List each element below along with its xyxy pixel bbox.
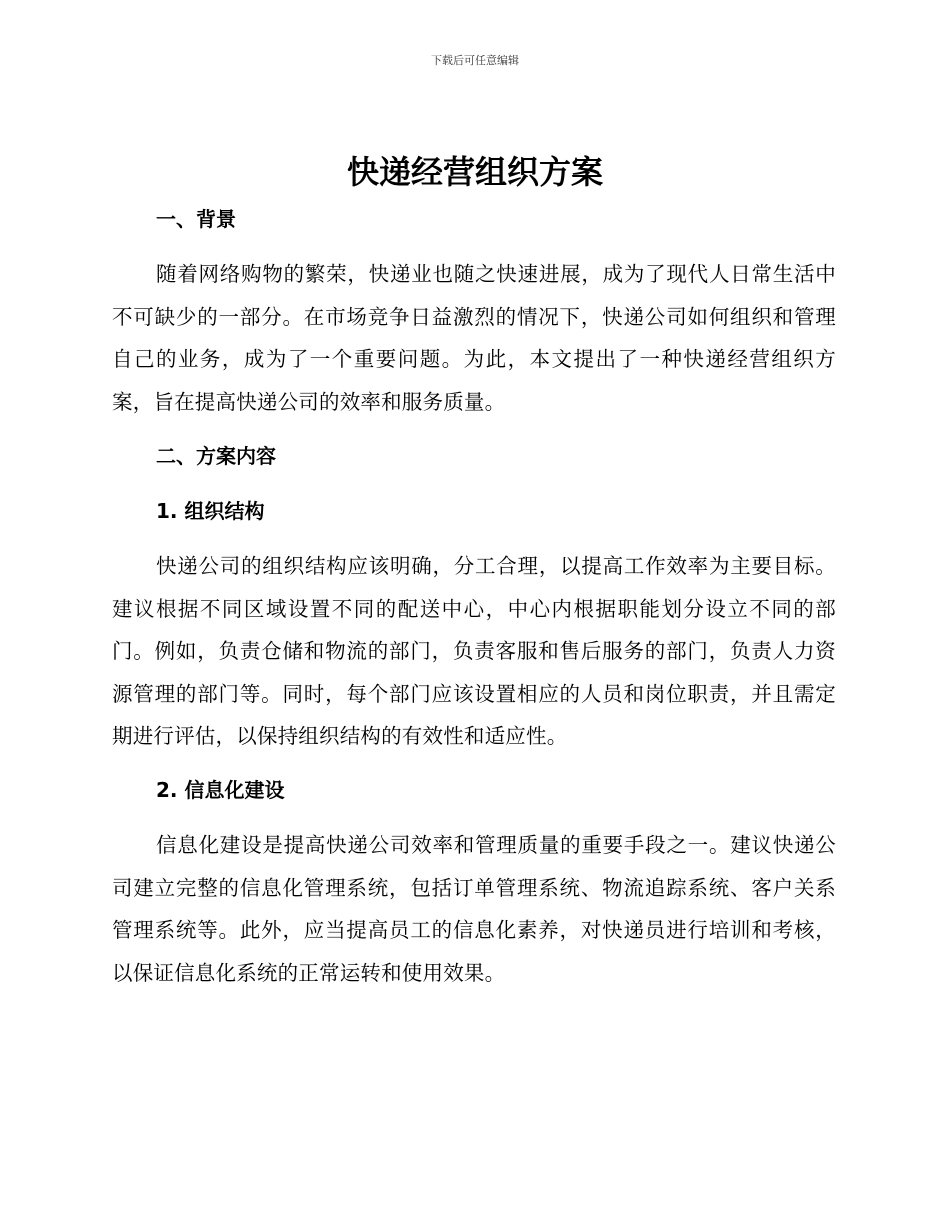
informatization-paragraph: 信息化建设是提高快递公司效率和管理质量的重要手段之一。建议快递公司建立完整的信息化管理系统，包括订单管理系统、物流追踪系统、客户关系管理系统等。此外，应当提高员工的信息化素养，对快递员进行培训和考核，以保证信息化系统的正常运转和使用效果。 xyxy=(112,833,836,985)
document-title: 快递经营组织方案 xyxy=(346,153,603,191)
section-heading-plan-content: 二、方案内容 xyxy=(156,444,276,468)
background-paragraph: 随着网络购物的繁荣，快递业也随之快速进展，成为了现代人日常生活中不可缺少的一部分。在市场竞争日益激烈的情况下，快递公司如何组织和管理自己的业务，成为了一个重要问题。为此，本文提出了一种快递经营组织方案，旨在提高快递公司的效率和服务质量。 xyxy=(112,262,836,414)
subsection-heading-organization: 1. 组织结构 xyxy=(156,499,265,523)
page-header-note: 下载后可任意编辑 xyxy=(431,54,519,67)
organization-paragraph: 快递公司的组织结构应该明确，分工合理，以提高工作效率为主要目标。建议根据不同区域设置不同的配送中心，中心内根据职能划分设立不同的部门。例如，负责仓储和物流的部门，负责客服和售后服务的部门，负责人力资源管理的部门等。同时，每个部门应该设置相应的人员和岗位职责，并且需定期进行评估，以保持组织结构的有效性和适应性。 xyxy=(112,554,836,748)
subsection-heading-informatization: 2. 信息化建设 xyxy=(156,778,285,802)
section-heading-background: 一、背景 xyxy=(156,207,236,231)
